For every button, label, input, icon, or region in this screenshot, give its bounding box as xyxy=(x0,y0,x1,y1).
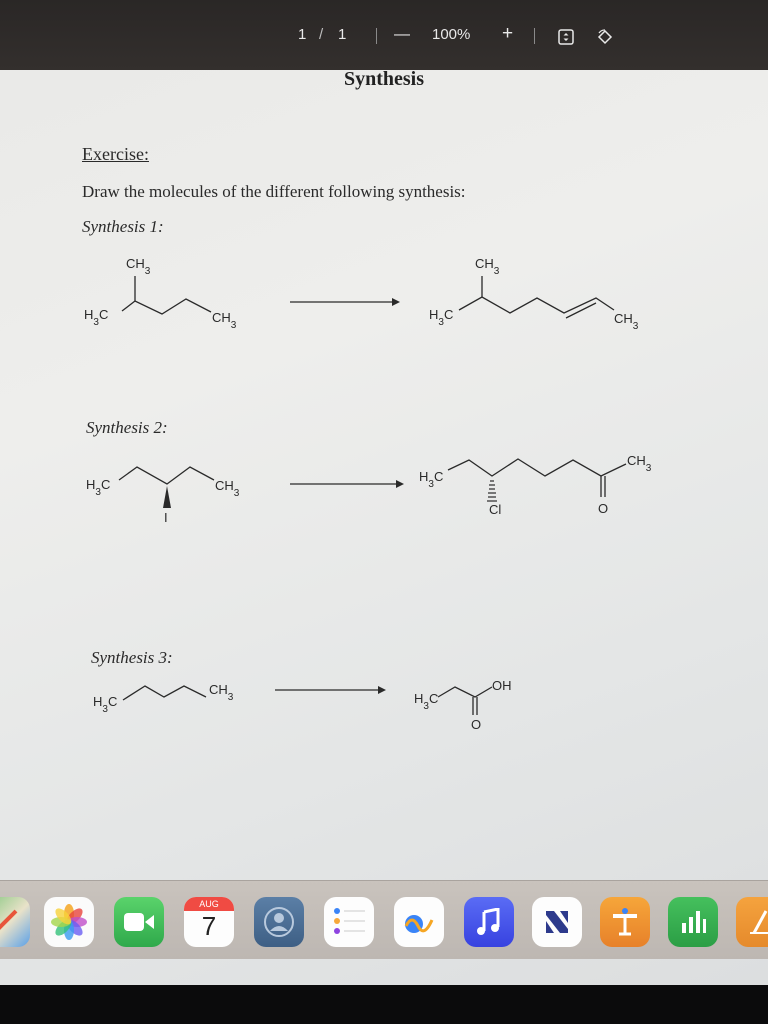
atom-label: $CH_3$ xyxy=(126,256,151,277)
synthesis-1-label: Synthesis 1: xyxy=(82,217,164,236)
synthesis-2-arrowhead xyxy=(396,480,404,488)
zoom-out-button[interactable]: — xyxy=(394,26,410,43)
hashed-bond-chlorine xyxy=(487,481,497,501)
atom-label: $CH_3$ xyxy=(627,453,652,474)
synthesis-3-arrowhead xyxy=(378,686,386,694)
atom-label: OH xyxy=(492,678,512,693)
photos-icon[interactable] xyxy=(44,897,94,947)
synthesis-1-reactant xyxy=(122,276,211,314)
synthesis-2-reactant xyxy=(119,467,214,484)
calendar-icon[interactable] xyxy=(184,897,234,947)
news-icon[interactable] xyxy=(532,897,582,947)
freeform-icon[interactable] xyxy=(394,897,444,947)
instruction-text: Draw the molecules of the different following synthesis: xyxy=(82,182,466,201)
wedge-bond-iodine xyxy=(163,486,171,508)
atom-label: $CH_3$ xyxy=(614,311,639,332)
synthesis-1-product xyxy=(459,276,614,318)
page-separator: / xyxy=(319,26,324,43)
keynote-icon[interactable] xyxy=(600,897,650,947)
atom-label: $CH_3$ xyxy=(475,256,500,277)
atom-label: $H_3C$ xyxy=(84,307,109,328)
atom-label: $CH_3$ xyxy=(215,478,240,499)
synthesis-3-reactant xyxy=(123,686,206,700)
atom-label: $H_3C$ xyxy=(86,477,111,498)
synthesis-1-arrowhead xyxy=(392,298,400,306)
synthesis-3-label: Synthesis 3: xyxy=(91,648,173,667)
atom-label: $CH_3$ xyxy=(212,310,237,331)
facetime-icon[interactable] xyxy=(114,897,164,947)
dock xyxy=(0,880,768,959)
page-current[interactable]: 1 xyxy=(298,26,307,43)
atom-label: Cl xyxy=(489,502,502,517)
calendar-day: 7 xyxy=(201,911,217,941)
synthesis-2-label: Synthesis 2: xyxy=(86,418,168,437)
synthesis-2-product xyxy=(448,459,626,497)
maps-icon[interactable] xyxy=(0,897,30,947)
atom-label: $CH_3$ xyxy=(209,682,234,703)
pages-icon[interactable] xyxy=(736,897,768,947)
page-total: 1 xyxy=(338,26,347,43)
zoom-in-button[interactable]: + xyxy=(502,23,514,44)
contacts-icon[interactable] xyxy=(254,897,304,947)
atom-label: O xyxy=(471,717,482,732)
atom-label: $H_3C$ xyxy=(414,691,439,712)
numbers-icon[interactable] xyxy=(668,897,718,947)
atom-label: I xyxy=(164,510,168,525)
synthesis-3-product xyxy=(438,687,492,715)
atom-label: $H_3C$ xyxy=(419,469,444,490)
reminders-icon[interactable] xyxy=(324,897,374,947)
atom-label: $H_3C$ xyxy=(93,694,118,715)
calendar-month: AUG xyxy=(184,897,234,911)
atom-label: O xyxy=(598,501,609,516)
music-icon[interactable] xyxy=(464,897,514,947)
atom-label: $H_3C$ xyxy=(429,307,454,328)
document-title: Synthesis xyxy=(343,68,425,90)
zoom-level[interactable]: 100% xyxy=(432,26,471,43)
exercise-heading: Exercise: xyxy=(82,144,149,164)
